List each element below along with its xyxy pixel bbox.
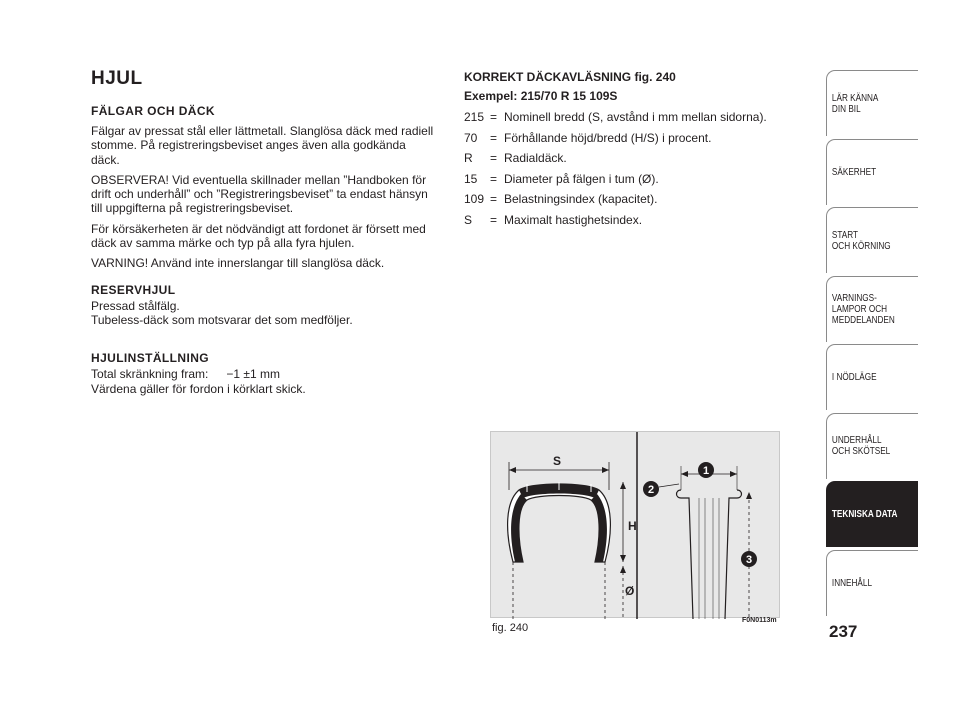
chapter-tab-label: I NÖDLÄGE xyxy=(831,372,877,383)
chapter-tab-label: UNDERHÅLL OCH SKÖTSEL xyxy=(831,435,891,457)
chapter-tab-label: TEKNISKA DATA xyxy=(831,509,898,520)
page-title: HJUL xyxy=(91,68,143,89)
toe-label: Total skränkning fram: xyxy=(91,367,209,382)
spec-equals: = xyxy=(490,171,498,186)
section-heading-spare-wheel: RESERVHJUL xyxy=(91,282,176,297)
spec-equals: = xyxy=(490,151,498,165)
chapter-tab[interactable] xyxy=(826,207,918,273)
spec-meaning: Nominell bredd (S, avstånd i mm mellan sidorna). xyxy=(504,110,767,124)
spec-code: R xyxy=(464,151,473,165)
chapter-tab[interactable] xyxy=(826,481,918,547)
chapter-tab[interactable] xyxy=(826,413,918,479)
chapter-tab-label: SÄKERHET xyxy=(831,166,877,178)
s-label: S xyxy=(552,454,562,468)
figure-caption: fig. 240 xyxy=(492,622,529,634)
alignment-row xyxy=(91,367,436,381)
chapter-tab-label: VARNINGS- LAMPOR OCH MEDDELANDEN xyxy=(831,292,895,326)
rim-arrow-right xyxy=(730,471,737,477)
diameter-arrow xyxy=(620,566,626,573)
h-arrow-bottom xyxy=(620,555,626,562)
s-arrow-right xyxy=(602,467,609,473)
spec-row xyxy=(464,151,794,166)
chapter-tab[interactable] xyxy=(826,344,918,410)
chapter-tab-label: START OCH KÖRNING xyxy=(831,229,891,252)
spec-list xyxy=(464,110,794,228)
tire-diagram xyxy=(491,432,781,619)
rim-dashed xyxy=(513,562,605,619)
chapter-tab-label: LÄR KÄNNA DIN BIL xyxy=(831,92,879,115)
spec-row xyxy=(464,131,794,146)
page-number: 237 xyxy=(829,622,858,641)
paragraph-warning: VARNING! Använd inte innerslangar till slanglösa däck. xyxy=(91,256,385,271)
spec-equals: = xyxy=(490,110,498,124)
tire-reading-heading: KORREKT DÄCKAVLÄSNING fig. 240 xyxy=(464,70,676,84)
spare-line-2: Tubeless-däck som motsvarar det som medföljer. xyxy=(91,312,353,327)
spec-equals: = xyxy=(490,212,498,227)
h-arrow-top xyxy=(620,482,626,489)
spare-line-1: Pressad stålfälg. xyxy=(91,298,180,313)
callout-3-label: 3 xyxy=(745,554,753,566)
spec-code: 215 xyxy=(464,110,485,124)
s-arrow-left xyxy=(509,467,516,473)
tire-example: Exempel: 215/70 R 15 109S xyxy=(464,89,618,103)
rim-diameter-arrow xyxy=(746,492,752,499)
callout-2-leader xyxy=(659,484,679,487)
rim-hatching xyxy=(699,498,719,619)
alignment-note: Värdena gäller för fordon i körklart skick. xyxy=(91,381,306,396)
callout-1-label: 1 xyxy=(702,465,710,477)
chapter-tab[interactable] xyxy=(826,276,918,342)
spec-equals: = xyxy=(490,192,498,206)
spec-meaning: Radialdäck. xyxy=(504,151,567,165)
spec-meaning: Maximalt hastighetsindex. xyxy=(504,212,643,227)
right-column xyxy=(464,70,794,233)
rim-arrow-left xyxy=(681,471,688,477)
spec-code: 109 xyxy=(464,192,485,206)
spec-row xyxy=(464,110,794,125)
chapter-tab-label: INNEHÅLL xyxy=(831,577,873,589)
spec-row xyxy=(464,192,794,207)
spec-meaning: Förhållande höjd/bredd (H/S) i procent. xyxy=(504,130,712,145)
rim-profile xyxy=(677,490,742,619)
paragraph-rims: Fälgar av pressat stål eller lättmetall. Slanglösa däck med radiell stomme. På registreringsbeviset anges även alla godkända däck. xyxy=(91,124,434,167)
section-heading-alignment: HJULINSTÄLLNING xyxy=(91,351,209,366)
paragraph-note: OBSERVERA! Vid eventuella skillnader mellan ”Handboken för drift och underhåll” och ”Registreringsbeviset” ta endast hänsyn till uppgifterna på registreringsbeviset. xyxy=(91,172,428,216)
toe-value: −1 ±1 mm xyxy=(226,367,280,382)
spec-row xyxy=(464,172,794,187)
section-heading-rims-tires: FÄLGAR OCH DÄCK xyxy=(91,104,215,118)
spec-code: S xyxy=(464,212,473,227)
chapter-tab[interactable] xyxy=(826,70,918,136)
chapter-tab[interactable] xyxy=(826,550,918,616)
figure-code: F0N0113m xyxy=(742,617,777,624)
tire-figure xyxy=(490,431,780,618)
spec-code: 15 xyxy=(464,171,478,186)
chapter-tab[interactable] xyxy=(826,139,918,205)
paragraph-safety: För körsäkerheten är det nödvändigt att fordonet är försett med däck av samma märke och typ på alla fyra hjulen. xyxy=(91,221,426,251)
diameter-label: Ø xyxy=(625,584,635,598)
h-label: H xyxy=(628,519,637,533)
spec-meaning: Belastningsindex (kapacitet). xyxy=(504,192,658,206)
spec-row xyxy=(464,213,794,228)
callout-2-label: 2 xyxy=(647,484,655,496)
left-column xyxy=(91,68,436,396)
spec-equals: = xyxy=(490,130,498,145)
spec-meaning: Diameter på fälgen i tum (Ø). xyxy=(504,171,659,186)
spec-code: 70 xyxy=(464,130,478,145)
